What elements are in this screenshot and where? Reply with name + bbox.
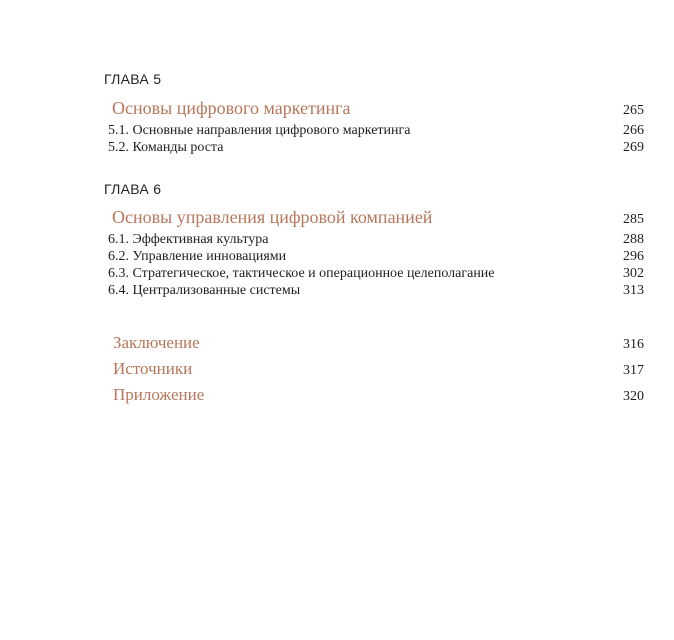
- page-number: 320: [623, 389, 644, 404]
- toc-entry: [108, 122, 644, 139]
- page-number: 313: [623, 283, 644, 298]
- chapter-title-row: [112, 205, 644, 229]
- chapter-6: [104, 180, 644, 299]
- closing-title: Заключение: [113, 333, 200, 352]
- toc-entry-text: 6.1. Эффективная культура: [108, 232, 269, 247]
- page-number: 316: [623, 337, 644, 352]
- toc-entry: [108, 282, 644, 299]
- page-number: 266: [623, 123, 644, 138]
- closing-entry: [113, 356, 644, 382]
- chapter-title: Основы цифрового маркетинга: [112, 98, 351, 118]
- toc-entry: [108, 265, 644, 282]
- closing-entry: [113, 382, 644, 408]
- chapter-label: ГЛАВА 5: [104, 71, 162, 87]
- page-number: 265: [623, 103, 644, 118]
- chapter-5: [104, 70, 644, 156]
- page-number: 302: [623, 266, 644, 281]
- closing-title: Источники: [113, 359, 193, 378]
- toc-entry-text: 5.1. Основные направления цифрового маркетинга: [108, 123, 411, 138]
- page-number: 288: [623, 232, 644, 247]
- toc-entry: [108, 248, 644, 265]
- chapter-label: ГЛАВА 6: [104, 181, 162, 197]
- chapter-title: Основы управления цифровой компанией: [112, 207, 433, 227]
- toc-entry-text: 6.2. Управление инновациями: [108, 249, 287, 264]
- toc-entry-text: 5.2. Команды роста: [108, 140, 224, 155]
- page-number: 269: [623, 140, 644, 155]
- closing-entry: [113, 330, 644, 356]
- toc-entry: [108, 139, 644, 156]
- closing-sections: [113, 330, 644, 408]
- toc-entry-text: 6.4. Централизованные системы: [108, 283, 301, 298]
- chapter-title-row: [112, 96, 644, 120]
- closing-title: Приложение: [113, 385, 205, 404]
- page-number: 285: [623, 212, 644, 227]
- page-number: 296: [623, 249, 644, 264]
- page-number: 317: [623, 363, 644, 378]
- toc-entry-text: 6.3. Стратегическое, тактическое и операционное целеполагание: [108, 266, 495, 281]
- toc-entry: [108, 231, 644, 248]
